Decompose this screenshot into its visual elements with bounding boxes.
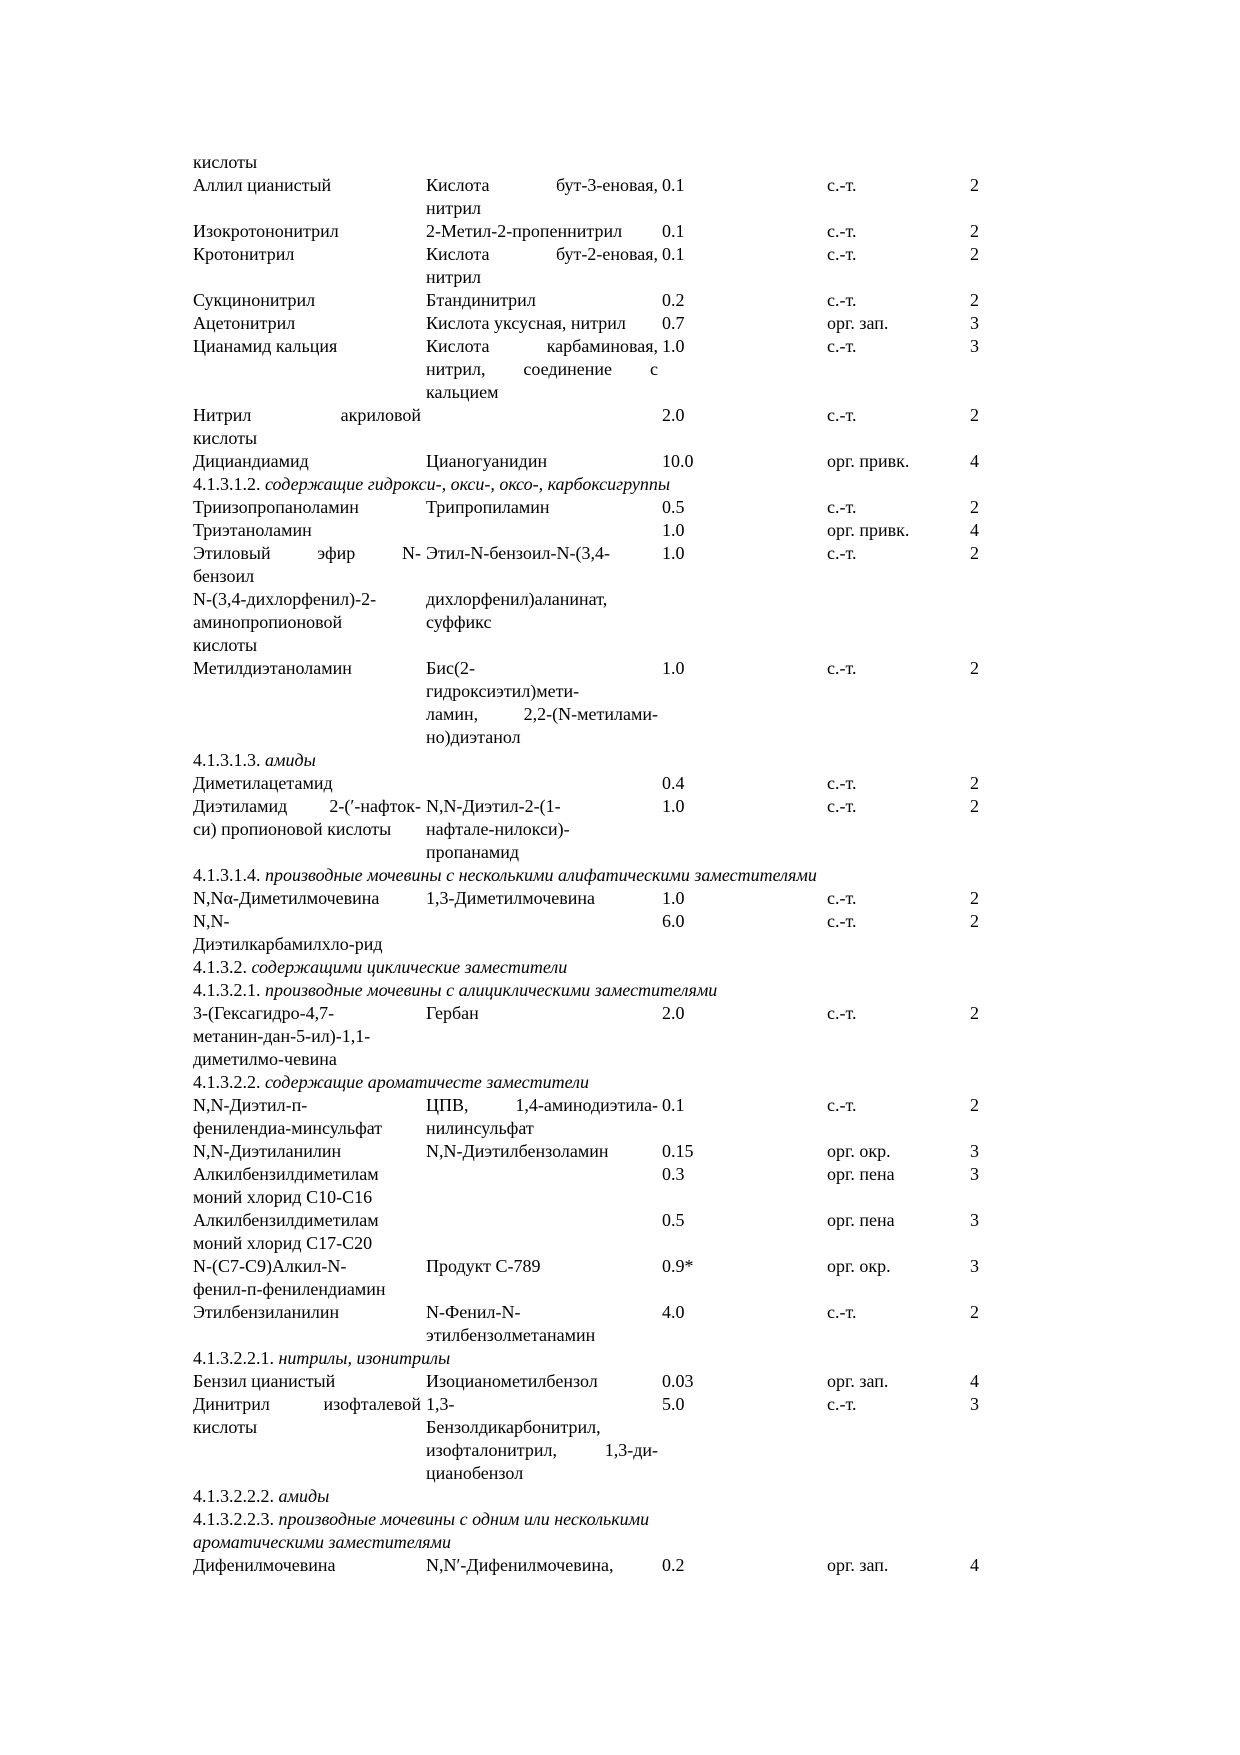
- synonym-line: ЦПВ, 1,4-аминодиэтила-: [426, 1095, 658, 1115]
- section-heading: [193, 1347, 973, 1370]
- section-heading: [193, 1508, 973, 1531]
- substance-name-line: фенил-п-фенилендиамин: [193, 1279, 386, 1299]
- substance-name-cell: [193, 1301, 421, 1324]
- table-row: [193, 795, 979, 864]
- table-row: [193, 1554, 979, 1577]
- synonym-line: гидроксиэтил)мети-: [426, 681, 580, 701]
- pdk-value-cell: 1.0: [662, 336, 685, 356]
- section-heading: [193, 956, 973, 979]
- section-heading-text: [193, 1347, 973, 1370]
- table-row: [193, 1002, 979, 1071]
- substance-name-cell: [193, 542, 421, 588]
- harm-indicator-cell: с.-т.: [827, 244, 857, 264]
- table-row: [193, 174, 979, 220]
- hazard-class-cell: 4: [970, 1555, 979, 1575]
- synonym-cell: [426, 312, 658, 335]
- synonym-line: этилбензолметанамин: [426, 1325, 596, 1345]
- table-row: [193, 312, 979, 335]
- synonym-cell: [426, 289, 658, 312]
- section-heading-text: [193, 1531, 973, 1554]
- section-number: 4.1.3.2.2.: [193, 1072, 265, 1092]
- section-heading: [193, 864, 973, 887]
- pdk-value-cell: 0.4: [662, 773, 685, 793]
- synonym-line: Кислота уксусная, нитрил: [426, 313, 626, 333]
- section-title: производные мочевины с алициклическими заместителями: [265, 980, 718, 1000]
- substance-name-cell: [193, 1094, 421, 1140]
- section-title: производные мочевины с одним или несколькими: [278, 1509, 650, 1529]
- section-heading-text: [193, 1071, 973, 1094]
- synonym-line: Цианогуанидин: [426, 451, 548, 471]
- substance-name-line: кислоты: [193, 635, 258, 655]
- synonym-line: 2-Метил-2-пропеннитрил: [426, 221, 623, 241]
- substance-name-line: Этилбензиланилин: [193, 1302, 340, 1322]
- synonym-line: Бтандинитрил: [426, 290, 536, 310]
- synonym-line: Этил-N-бензоил-N-(3,4-: [426, 543, 610, 563]
- section-title: нитрилы, изонитрилы: [278, 1348, 451, 1368]
- table-row: [193, 1301, 979, 1347]
- substance-name-line: N,N-: [193, 911, 230, 931]
- section-heading-text: [193, 1485, 973, 1508]
- substance-name-cell: [193, 772, 421, 795]
- harm-indicator-cell: с.-т.: [827, 1095, 857, 1115]
- substance-name-line: 3-(Гексагидро-4,7-: [193, 1003, 335, 1023]
- substance-name-line: Кротонитрил: [193, 244, 295, 264]
- table-row: [193, 289, 979, 312]
- pdk-value-cell: 0.15: [662, 1141, 694, 1161]
- section-number: 4.1.3.1.3.: [193, 750, 265, 770]
- table-row: [193, 1140, 979, 1163]
- pdk-value-cell: 0.9*: [662, 1256, 694, 1276]
- harm-indicator-cell: с.-т.: [827, 773, 857, 793]
- pdk-value-cell: 2.0: [662, 1003, 685, 1023]
- table-row: [193, 1163, 979, 1209]
- table-row: [193, 1094, 979, 1140]
- substance-name-line: кислоты: [193, 428, 258, 448]
- substance-name-line: си) пропионовой кислоты: [193, 819, 392, 839]
- harm-indicator-cell: с.-т.: [827, 221, 857, 241]
- hazard-class-cell: 3: [970, 313, 979, 333]
- table-row: [193, 1370, 979, 1393]
- section-number: 4.1.3.2.: [193, 957, 252, 977]
- pdk-value-cell: 5.0: [662, 1394, 685, 1414]
- table-row: [193, 335, 979, 404]
- table-row: [193, 519, 979, 542]
- hazard-class-cell: 4: [970, 451, 979, 471]
- substance-name-cell: [193, 496, 421, 519]
- substance-name-line: моний хлорид С10-С16: [193, 1187, 373, 1207]
- pdk-value-cell: 0.3: [662, 1164, 685, 1184]
- section-heading: [193, 749, 973, 772]
- section-heading-text: [193, 864, 973, 887]
- section-heading-text: [193, 1508, 973, 1531]
- hazard-class-cell: 4: [970, 520, 979, 540]
- substance-name-line: Этиловый эфир N-: [193, 543, 421, 563]
- harm-indicator-cell: с.-т.: [827, 175, 857, 195]
- synonym-cell: [426, 795, 658, 864]
- hazard-class-cell: 2: [970, 658, 979, 678]
- substance-name-line: Динитрил изофталевой: [193, 1394, 421, 1414]
- synonym-line: но)диэтанол: [426, 727, 521, 747]
- substance-name-line: Дициандиамид: [193, 451, 309, 471]
- harm-indicator-cell: с.-т.: [827, 911, 857, 931]
- pdk-value-cell: 10.0: [662, 451, 694, 471]
- substance-name-line: Нитрил акриловой: [193, 405, 421, 425]
- table-row: [193, 1209, 979, 1255]
- substance-name-line: Метилдиэтаноламин: [193, 658, 352, 678]
- section-heading: [193, 1531, 973, 1554]
- substance-name-cell: [193, 1163, 421, 1209]
- pdk-value-cell: 0.5: [662, 1210, 685, 1230]
- hazard-class-cell: 2: [970, 543, 979, 563]
- harm-indicator-cell: орг. зап.: [827, 1371, 889, 1391]
- substance-name-cell: [193, 588, 421, 657]
- synonym-line: нитрил: [426, 267, 481, 287]
- substance-name-cell: [193, 151, 421, 174]
- substance-name-cell: [193, 1370, 421, 1393]
- synonym-line: изофталонитрил, 1,3-ди-: [426, 1440, 658, 1460]
- substance-name-cell: [193, 450, 421, 473]
- synonym-cell: [426, 657, 658, 749]
- synonym-cell: [426, 1002, 658, 1025]
- synonym-cell: [426, 1393, 658, 1485]
- substance-name-cell: [193, 1002, 421, 1071]
- substance-name-cell: [193, 910, 421, 956]
- substance-name-line: Цианамид кальция: [193, 336, 338, 356]
- table-row: [193, 496, 979, 519]
- substance-name-cell: [193, 289, 421, 312]
- section-heading: [193, 1071, 973, 1094]
- hazard-class-cell: 2: [970, 1302, 979, 1322]
- table-row: [193, 772, 979, 795]
- harm-indicator-cell: с.-т.: [827, 796, 857, 816]
- synonym-cell: [426, 243, 658, 289]
- substance-name-line: Бензил цианистый: [193, 1371, 336, 1391]
- synonym-line: Продукт С-789: [426, 1256, 541, 1276]
- synonym-line: дихлорфенил)аланинат,: [426, 589, 608, 609]
- hazard-class-cell: 3: [970, 1256, 979, 1276]
- substance-name-cell: [193, 795, 421, 841]
- substance-name-line: Изокротононитрил: [193, 221, 339, 241]
- harm-indicator-cell: с.-т.: [827, 1394, 857, 1414]
- table-row: [193, 588, 973, 657]
- synonym-line: N,N-Диэтил-2-(1-: [426, 796, 561, 816]
- substance-name-cell: [193, 1554, 421, 1577]
- hazard-class-cell: 2: [970, 888, 979, 908]
- synonym-line: цианобензол: [426, 1463, 524, 1483]
- substance-name-line: Алкилбензилдиметилам: [193, 1210, 379, 1230]
- substance-name-cell: [193, 220, 421, 243]
- hazard-class-cell: 2: [970, 290, 979, 310]
- section-heading: [193, 1485, 973, 1508]
- pdk-value-cell: 1.0: [662, 520, 685, 540]
- synonym-cell: [426, 450, 658, 473]
- pdk-value-cell: 0.03: [662, 1371, 694, 1391]
- pdk-value-cell: 0.1: [662, 221, 685, 241]
- substance-name-line: метанин-дан-5-ил)-1,1-: [193, 1026, 371, 1046]
- hazard-class-cell: 2: [970, 773, 979, 793]
- substance-name-line: Дифенилмочевина: [193, 1555, 336, 1575]
- section-number: 4.1.3.1.2.: [193, 474, 265, 494]
- substance-name-line: фенилендиа-минсульфат: [193, 1118, 383, 1138]
- section-title: содержащими циклические заместители: [251, 957, 568, 977]
- substance-name-cell: [193, 174, 421, 197]
- pdk-value-cell: 0.2: [662, 1555, 685, 1575]
- synonym-cell: [426, 174, 658, 220]
- table-row: [193, 1255, 979, 1301]
- section-heading-text: [193, 749, 973, 772]
- section-heading-text: [193, 956, 973, 979]
- substance-table: [193, 151, 979, 1577]
- substance-name-line: Диметилацетамид: [193, 773, 333, 793]
- pdk-value-cell: 4.0: [662, 1302, 685, 1322]
- synonym-line: Изоцианометилбензол: [426, 1371, 598, 1391]
- synonym-line: нитрил, соединение с: [426, 359, 658, 379]
- hazard-class-cell: 2: [970, 221, 979, 241]
- harm-indicator-cell: орг. привк.: [827, 451, 910, 471]
- pdk-value-cell: 6.0: [662, 911, 685, 931]
- hazard-class-cell: 2: [970, 911, 979, 931]
- table-row: [193, 450, 979, 473]
- pdk-value-cell: 0.5: [662, 497, 685, 517]
- synonym-cell: [426, 1140, 658, 1163]
- hazard-class-cell: 3: [970, 1394, 979, 1414]
- substance-name-line: Диэтиламид 2-(′-нафток-: [193, 796, 421, 816]
- pdk-value-cell: 0.1: [662, 244, 685, 264]
- harm-indicator-cell: орг. зап.: [827, 1555, 889, 1575]
- section-title: производные мочевины с несколькими алифатическими заместителями: [265, 865, 817, 885]
- pdk-value-cell: 1.0: [662, 888, 685, 908]
- hazard-class-cell: 2: [970, 405, 979, 425]
- harm-indicator-cell: с.-т.: [827, 497, 857, 517]
- synonym-cell: [426, 887, 658, 910]
- substance-name-line: Диэтилкарбамилхло-рид: [193, 934, 383, 954]
- harm-indicator-cell: с.-т.: [827, 336, 857, 356]
- table-row: [193, 542, 979, 588]
- synonym-line: пропанамид: [426, 842, 520, 862]
- harm-indicator-cell: орг. пена: [827, 1210, 895, 1230]
- hazard-class-cell: 3: [970, 336, 979, 356]
- substance-name-cell: [193, 657, 421, 680]
- synonym-cell: [426, 542, 658, 565]
- harm-indicator-cell: орг. пена: [827, 1164, 895, 1184]
- hazard-class-cell: 3: [970, 1210, 979, 1230]
- synonym-line: Бензолдикарбонитрил,: [426, 1417, 601, 1437]
- substance-name-line: аминопропионовой: [193, 612, 343, 632]
- synonym-line: Гербан: [426, 1003, 479, 1023]
- synonym-line: Кислота бут-2-еновая,: [426, 244, 658, 264]
- table-row: [193, 151, 973, 174]
- pdk-value-cell: 0.1: [662, 175, 685, 195]
- synonym-cell: [426, 1554, 658, 1577]
- substance-name-line: Ацетонитрил: [193, 313, 296, 333]
- section-heading: [193, 473, 973, 496]
- substance-name-line: Сукцинонитрил: [193, 290, 316, 310]
- section-number: 4.1.3.1.4.: [193, 865, 265, 885]
- synonym-cell: [426, 335, 658, 404]
- synonym-line: N-Фенил-N-: [426, 1302, 521, 1322]
- hazard-class-cell: 3: [970, 1141, 979, 1161]
- hazard-class-cell: 4: [970, 1371, 979, 1391]
- synonym-cell: [426, 1094, 658, 1140]
- synonym-line: N,N-Диэтилбензоламин: [426, 1141, 609, 1161]
- synonym-cell: [426, 1255, 658, 1278]
- hazard-class-cell: 2: [970, 244, 979, 264]
- synonym-cell: [426, 496, 658, 519]
- section-title: амиды: [278, 1486, 330, 1506]
- synonym-line: 1,3-: [426, 1394, 455, 1414]
- substance-name-line: моний хлорид С17-С20: [193, 1233, 373, 1253]
- harm-indicator-cell: орг. привк.: [827, 520, 910, 540]
- section-title: амиды: [265, 750, 316, 770]
- synonym-cell: [426, 1301, 658, 1347]
- table-row: [193, 1393, 979, 1485]
- table-row: [193, 220, 979, 243]
- synonym-line: нилинсульфат: [426, 1118, 534, 1138]
- hazard-class-cell: 2: [970, 497, 979, 517]
- harm-indicator-cell: орг. зап.: [827, 313, 889, 333]
- hazard-class-cell: 2: [970, 175, 979, 195]
- synonym-cell: [426, 220, 658, 243]
- substance-name-cell: [193, 1255, 421, 1301]
- synonym-line: N,N′-Дифенилмочевина,: [426, 1555, 614, 1575]
- substance-name-line: N-(3,4-дихлорфенил)-2-: [193, 589, 377, 609]
- synonym-line: 1,3-Диметилмочевина: [426, 888, 595, 908]
- section-title: ароматическими заместителями: [193, 1532, 452, 1552]
- harm-indicator-cell: с.-т.: [827, 658, 857, 678]
- synonym-line: нафтале-нилокси)-: [426, 819, 570, 839]
- synonym-line: нитрил: [426, 198, 481, 218]
- hazard-class-cell: 2: [970, 796, 979, 816]
- substance-name-cell: [193, 312, 421, 335]
- substance-name-cell: [193, 243, 421, 266]
- section-title: содержащие ароматичесте заместители: [265, 1072, 590, 1092]
- synonym-line: Кислота бут-3-еновая,: [426, 175, 658, 195]
- harm-indicator-cell: с.-т.: [827, 405, 857, 425]
- section-heading-text: [193, 979, 973, 1002]
- synonym-line: кальцием: [426, 382, 499, 402]
- hazard-class-cell: 3: [970, 1164, 979, 1184]
- substance-name-cell: [193, 335, 421, 358]
- harm-indicator-cell: орг. окр.: [827, 1141, 891, 1161]
- substance-name-cell: [193, 519, 421, 542]
- synonym-cell: [426, 588, 658, 634]
- table-row: [193, 657, 979, 749]
- substance-name-cell: [193, 1209, 421, 1255]
- pdk-value-cell: 2.0: [662, 405, 685, 425]
- substance-name-line: Алкилбензилдиметилам: [193, 1164, 379, 1184]
- substance-name-cell: [193, 887, 421, 910]
- pdk-value-cell: 0.1: [662, 1095, 685, 1115]
- synonym-cell: [426, 1370, 658, 1393]
- harm-indicator-cell: с.-т.: [827, 290, 857, 310]
- pdk-value-cell: 1.0: [662, 543, 685, 563]
- table-row: [193, 404, 979, 450]
- table-row: [193, 243, 979, 289]
- substance-name-line: кислоты: [193, 1417, 258, 1437]
- harm-indicator-cell: с.-т.: [827, 1003, 857, 1023]
- pdk-value-cell: 0.7: [662, 313, 685, 333]
- substance-name-line: N,N-Диэтил-п-: [193, 1095, 308, 1115]
- section-heading: [193, 979, 973, 1002]
- substance-name-line: кислоты: [193, 152, 258, 172]
- section-number: 4.1.3.2.2.2.: [193, 1486, 279, 1506]
- section-heading-text: [193, 473, 973, 496]
- section-number: 4.1.3.2.1.: [193, 980, 265, 1000]
- pdk-value-cell: 1.0: [662, 658, 685, 678]
- section-number: 4.1.3.2.2.3.: [193, 1509, 279, 1529]
- synonym-line: Бис(2-: [426, 658, 475, 678]
- substance-name-line: N,Nα-Диметилмочевина: [193, 888, 380, 908]
- substance-name-cell: [193, 404, 421, 450]
- substance-name-line: N,N-Диэтиланилин: [193, 1141, 342, 1161]
- substance-name-line: N-(С7-С9)Алкил-N-: [193, 1256, 347, 1276]
- table-row: [193, 910, 979, 956]
- synonym-line: ламин, 2,2-(N-метилами-: [426, 704, 658, 724]
- substance-name-line: бензоил: [193, 566, 255, 586]
- substance-name-line: диметилмо-чевина: [193, 1049, 337, 1069]
- substance-name-line: Триэтаноламин: [193, 520, 312, 540]
- substance-name-cell: [193, 1393, 421, 1439]
- harm-indicator-cell: орг. окр.: [827, 1256, 891, 1276]
- hazard-class-cell: 2: [970, 1003, 979, 1023]
- table-row: [193, 887, 979, 910]
- substance-name-line: Аллил цианистый: [193, 175, 332, 195]
- synonym-line: суффикс: [426, 612, 492, 632]
- pdk-value-cell: 1.0: [662, 796, 685, 816]
- section-title: содержащие гидрокси-, окси-, оксо-, карбоксигруппы: [265, 474, 671, 494]
- harm-indicator-cell: с.-т.: [827, 888, 857, 908]
- substance-name-line: Триизопропаноламин: [193, 497, 359, 517]
- harm-indicator-cell: с.-т.: [827, 543, 857, 563]
- synonym-line: Трипропиламин: [426, 497, 550, 517]
- pdk-value-cell: 0.2: [662, 290, 685, 310]
- hazard-class-cell: 2: [970, 1095, 979, 1115]
- substance-name-cell: [193, 1140, 421, 1163]
- section-number: 4.1.3.2.2.1.: [193, 1348, 279, 1368]
- synonym-line: Кислота карбаминовая,: [426, 336, 658, 356]
- harm-indicator-cell: с.-т.: [827, 1302, 857, 1322]
